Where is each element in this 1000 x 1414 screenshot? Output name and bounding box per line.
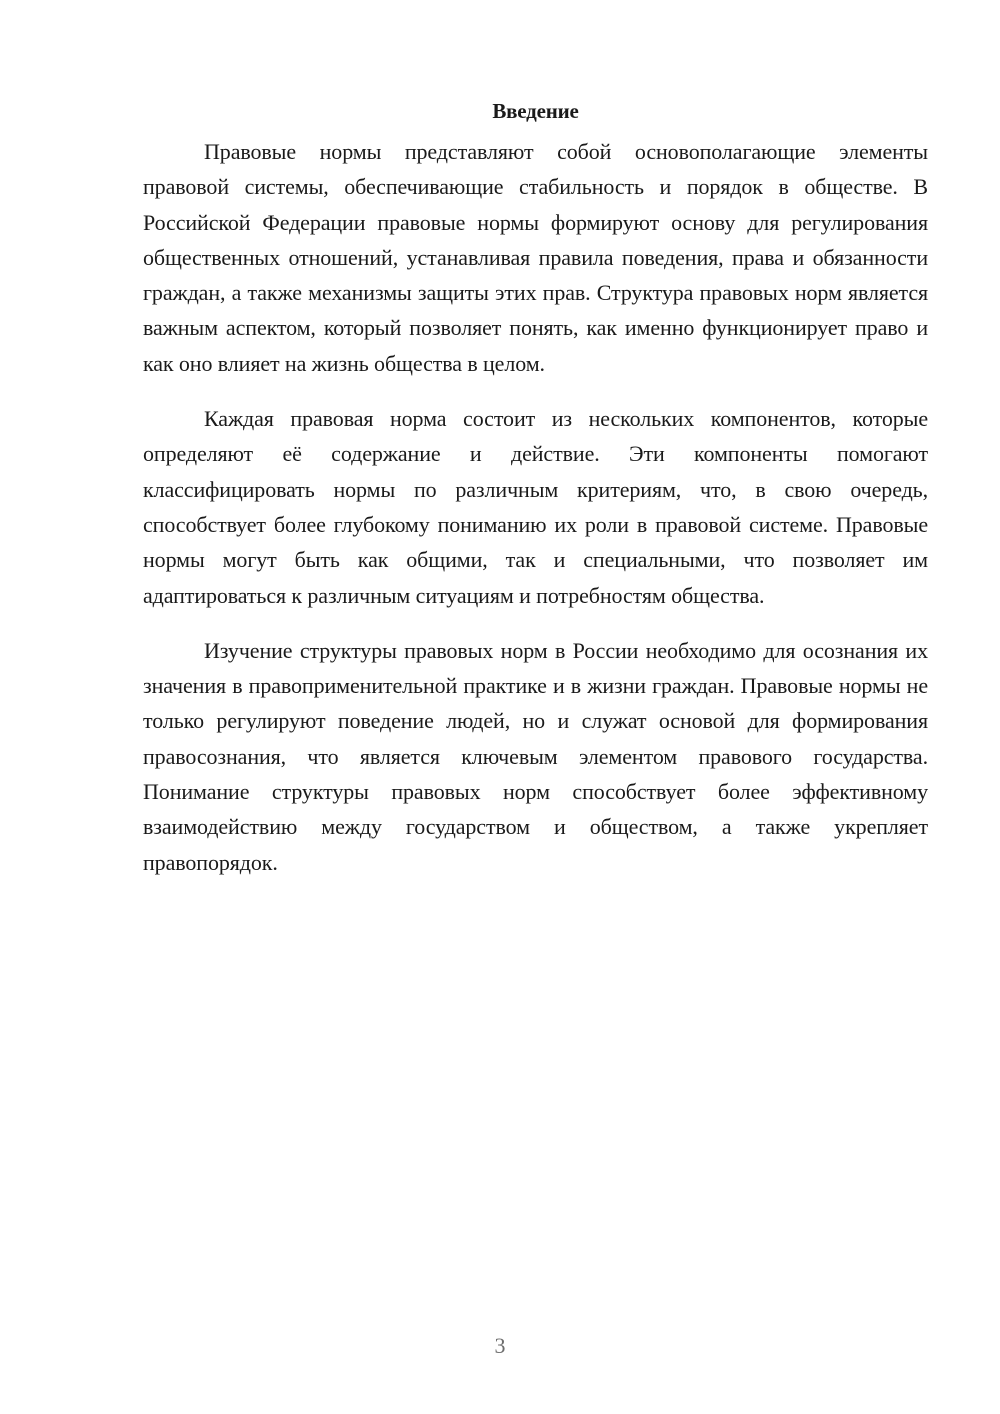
page-content	[143, 98, 928, 900]
paragraph-3: Изучение структуры правовых норм в России необходимо для осознания их значения в правоприменительной практике и в жизни граждан. Правовые нормы не только регулируют поведение людей, но и служат основой для формирования правосознания, что является ключевым элементом правового государства. Понимание структуры правовых норм способствует более эффективному взаимодействию между государством и обществом, а также укрепляет правопорядок.	[143, 637, 928, 875]
page-number: 3	[494, 1333, 506, 1358]
paragraph-1: Правовые нормы представляют собой основополагающие элементы правовой системы, обеспечивающие стабильность и порядок в обществе. В Российской Федерации правовые нормы формируют основу для регулирования общественных отношений, устанавливая правила поведения, права и обязанности граждан, а также механизмы защиты этих прав. Структура правовых норм является важным аспектом, который позволяет понять, как именно функционирует право и как оно влияет на жизнь общества в целом.	[143, 139, 928, 376]
paragraph-2: Каждая правовая норма состоит из нескольких компонентов, которые определяют её содержание и действие. Эти компоненты помогают классифицировать нормы по различным критериям, что, в свою очередь, способствует более глубокому пониманию их роли в правовой системе. Правовые нормы могут быть как общими, так и специальными, что позволяет им адаптироваться к различным ситуациям и потребностям общества.	[143, 406, 928, 608]
section-title: Введение	[492, 99, 579, 123]
